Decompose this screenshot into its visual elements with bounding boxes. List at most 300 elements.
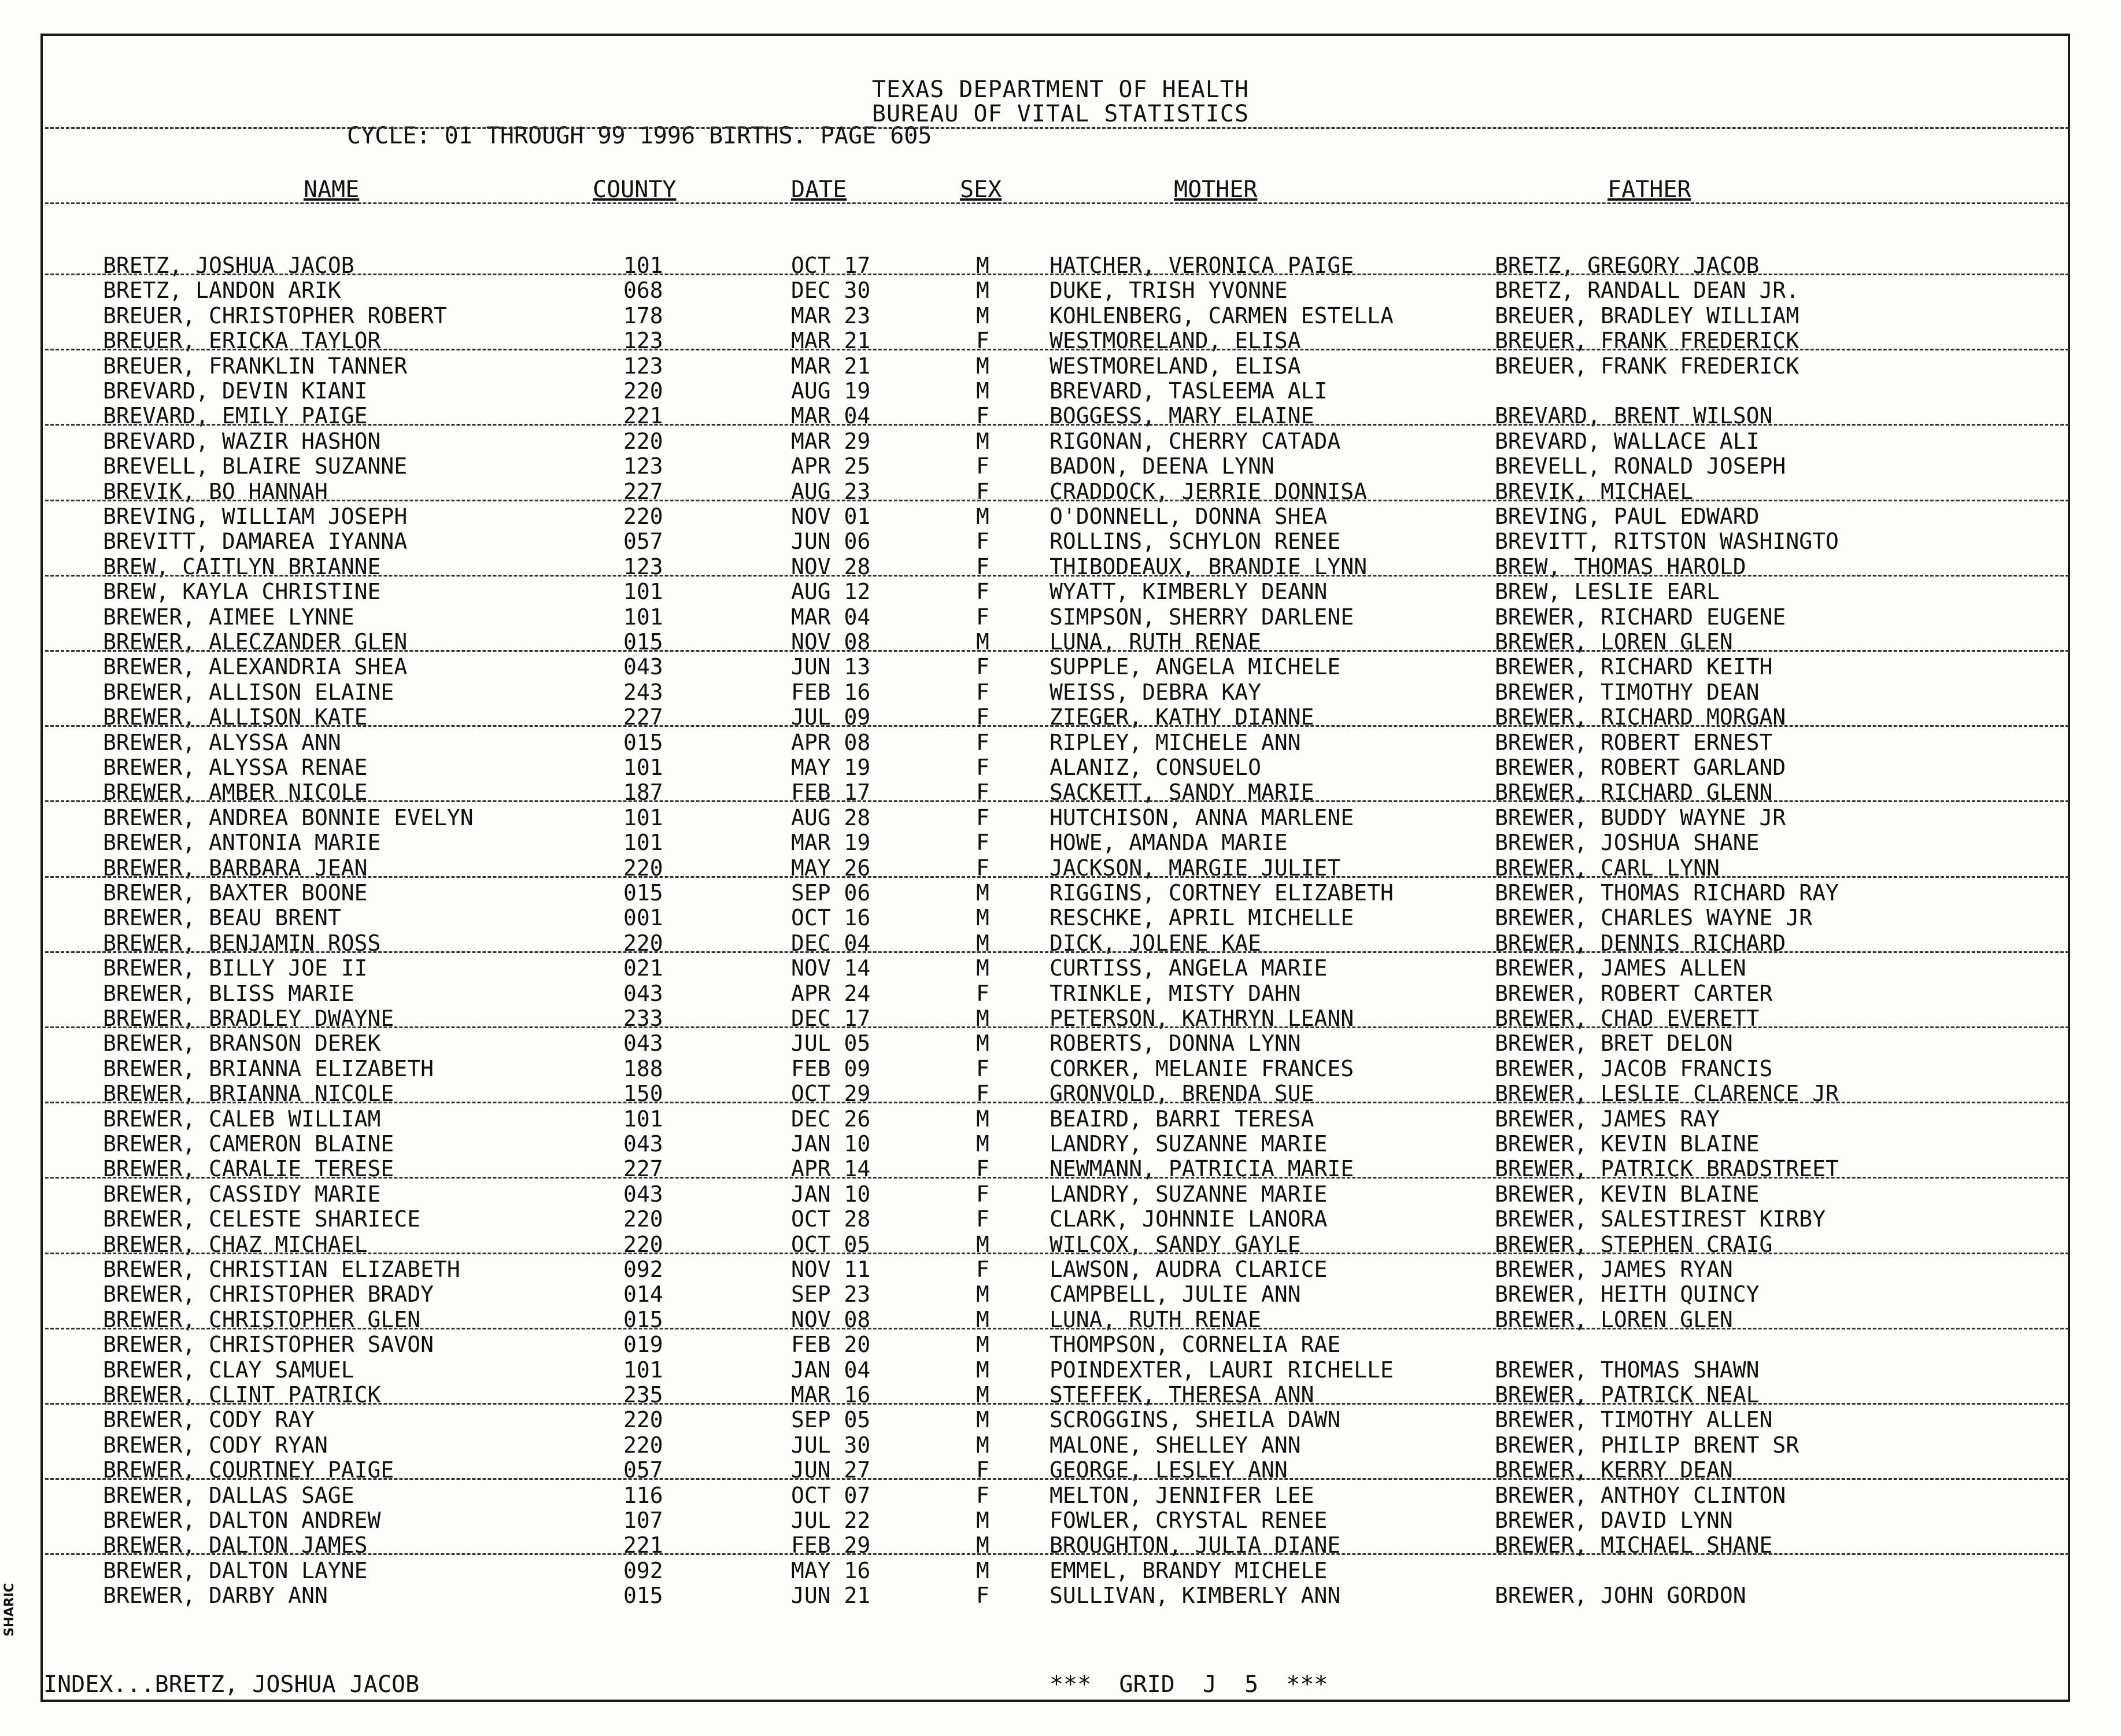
record-date: AUG 28 [791,805,871,830]
record-sex: F [976,1206,989,1232]
bureau-title: BUREAU OF VITAL STATISTICS [871,101,1250,127]
record-mother: WESTMORELAND, ELISA [1050,353,1301,379]
record-name: BREWER, ALYSSA RENAE [103,755,368,780]
record-county: 178 [623,303,663,328]
record-date: AUG 23 [791,479,871,504]
record-date: JAN 10 [791,1181,871,1207]
record-father: BREWER, BUDDY WAYNE JR [1495,805,1786,830]
record-sex: M [976,930,989,956]
record-mother: SACKETT, SANDY MARIE [1050,780,1314,805]
record-father: BREW, LESLIE EARL [1495,579,1720,604]
record-county: 107 [623,1508,663,1533]
record-father: BREWER, THOMAS RICHARD RAY [1495,880,1839,906]
table-row [0,955,2121,981]
record-name: BREWER, BARBARA JEAN [103,855,368,881]
record-sex: M [976,378,989,404]
row-separator [45,1478,2069,1480]
table-row [0,1030,2121,1056]
record-sex: F [976,755,989,780]
record-date: FEB 17 [791,780,871,805]
record-father: BREWER, MICHAEL SHANE [1495,1532,1773,1558]
record-mother: STEFFEK, THERESA ANN [1050,1382,1314,1408]
record-mother: ROLLINS, SCHYLON RENEE [1050,529,1341,554]
record-father: BREWER, CHAD EVERETT [1495,1006,1760,1031]
table-row [0,1056,2121,1081]
table-row [0,1257,2121,1282]
record-county: 021 [623,955,663,981]
record-mother: LAWSON, AUDRA CLARICE [1050,1257,1328,1282]
record-sex: F [976,1457,989,1483]
record-name: BREWER, ALEXANDRIA SHEA [103,654,408,679]
record-date: MAR 21 [791,353,871,379]
record-father: BREWER, LESLIE CLARENCE JR [1495,1081,1839,1106]
record-sex: F [976,981,989,1006]
record-mother: LANDRY, SUZANNE MARIE [1050,1131,1328,1157]
record-sex: M [976,629,989,655]
record-sex: M [976,429,989,454]
record-mother: ZIEGER, KATHY DIANNE [1050,704,1314,730]
table-row [0,278,2121,303]
table-row [0,303,2121,328]
table-row [0,1357,2121,1383]
table-row [0,529,2121,554]
row-separator [45,500,2069,501]
record-father: BRETZ, RANDALL DEAN JR. [1495,278,1799,303]
record-mother: LUNA, RUTH RENAE [1050,1307,1262,1332]
record-name: BREWER, ALLISON ELAINE [103,679,394,705]
record-sex: F [976,704,989,730]
record-date: NOV 01 [791,504,871,529]
record-name: BREWER, ALYSSA ANN [103,730,341,755]
record-sex: F [976,830,989,855]
column-header-date: DATE [791,176,847,203]
record-name: BREWER, BEAU BRENT [103,905,341,930]
record-county: 057 [623,529,663,554]
record-date: MAY 19 [791,755,871,780]
column-header-county: COUNTY [593,176,677,203]
record-date: MAR 04 [791,604,871,630]
record-mother: CRADDOCK, JERRIE DONNISA [1050,479,1368,504]
record-mother: DICK, JOLENE KAE [1050,930,1262,956]
record-date: MAR 21 [791,328,871,353]
record-mother: SULLIVAN, KIMBERLY ANN [1050,1583,1341,1608]
record-name: BREWER, BRADLEY DWAYNE [103,1006,394,1031]
record-date: JAN 04 [791,1357,871,1383]
record-name: BREWER, CHRISTIAN ELIZABETH [103,1257,460,1282]
record-father: BREWER, ROBERT ERNEST [1495,730,1773,755]
row-separator [45,274,2069,275]
row-separator [45,575,2069,577]
record-father: BREWER, RICHARD MORGAN [1495,704,1786,730]
record-sex: F [976,579,989,604]
record-county: 243 [623,679,663,705]
record-name: BREWER, AIMEE LYNNE [103,604,354,630]
record-father: BREWER, ROBERT CARTER [1495,981,1773,1006]
record-father: BREWER, PHILIP BRENT SR [1495,1432,1799,1458]
record-county: 043 [623,1030,663,1056]
table-row [0,1181,2121,1207]
table-row [0,1106,2121,1132]
record-father: BREWER, DENNIS RICHARD [1495,930,1786,956]
cycle-line: CYCLE: 01 THROUGH 99 1996 BIRTHS. PAGE 605 [347,123,932,149]
record-sex: F [976,730,989,755]
record-name: BREWER, CARALIE TERESE [103,1156,394,1181]
record-date: JUL 30 [791,1432,871,1458]
record-sex: M [976,880,989,906]
record-sex: F [976,1156,989,1181]
record-sex: M [976,1281,989,1307]
record-date: MAR 29 [791,429,871,454]
table-row [0,504,2121,529]
table-row [0,453,2121,479]
record-county: 227 [623,479,663,504]
record-father: BREVELL, RONALD JOSEPH [1495,453,1786,479]
record-county: 220 [623,1407,663,1432]
record-sex: M [976,504,989,529]
record-date: AUG 12 [791,579,871,604]
record-father: BREWER, KEVIN BLAINE [1495,1131,1760,1157]
record-sex: M [976,1532,989,1558]
record-mother: FOWLER, CRYSTAL RENEE [1050,1508,1328,1533]
record-date: DEC 17 [791,1006,871,1031]
record-name: BREWER, DALTON ANDREW [103,1508,381,1533]
record-father: BREUER, BRADLEY WILLIAM [1495,303,1799,328]
record-date: JUN 27 [791,1457,871,1483]
row-separator [45,1253,2069,1254]
record-name: BREWER, DARBY ANN [103,1583,328,1608]
record-date: FEB 29 [791,1532,871,1558]
record-county: 015 [623,1307,663,1332]
index-footer: INDEX...BRETZ, JOSHUA JACOB [43,1671,420,1698]
record-date: JAN 10 [791,1131,871,1157]
record-date: JUN 06 [791,529,871,554]
record-sex: M [976,1232,989,1257]
record-name: BREWER, CHAZ MICHAEL [103,1232,368,1257]
record-name: BREWER, BRANSON DEREK [103,1030,381,1056]
record-sex: F [976,479,989,504]
table-row [0,1281,2121,1307]
record-mother: BOGGESS, MARY ELAINE [1050,403,1314,429]
record-county: 043 [623,981,663,1006]
record-name: BREWER, BLISS MARIE [103,981,354,1006]
record-name: BREWER, CALEB WILLIAM [103,1106,381,1132]
record-father: BREVARD, BRENT WILSON [1495,403,1773,429]
record-county: 220 [623,1206,663,1232]
table-row [0,755,2121,780]
department-title: TEXAS DEPARTMENT OF HEALTH [871,76,1250,103]
row-separator [45,876,2069,878]
row-separator [45,800,2069,802]
record-date: SEP 05 [791,1407,871,1432]
record-father: BREWER, DAVID LYNN [1495,1508,1733,1533]
record-mother: DUKE, TRISH YVONNE [1050,278,1288,303]
record-father: BREWER, LOREN GLEN [1495,1307,1733,1332]
record-date: JUN 21 [791,1583,871,1608]
table-row [0,1483,2121,1508]
record-county: 220 [623,378,663,404]
record-mother: RIGGINS, CORTNEY ELIZABETH [1050,880,1394,906]
record-county: 220 [623,855,663,881]
record-mother: GEORGE, LESLEY ANN [1050,1457,1288,1483]
record-sex: F [976,1056,989,1081]
record-date: SEP 23 [791,1281,871,1307]
record-name: BREWER, DALTON JAMES [103,1532,368,1558]
record-mother: WILCOX, SANDY GAYLE [1050,1232,1301,1257]
record-name: BREUER, ERICKA TAYLOR [103,328,381,353]
record-mother: O'DONNELL, DONNA SHEA [1050,504,1328,529]
record-date: NOV 28 [791,554,871,579]
record-name: BREWER, BRIANNA NICOLE [103,1081,394,1106]
record-mother: THOMPSON, CORNELIA RAE [1050,1332,1341,1357]
table-row [0,1583,2121,1608]
record-father: BREWER, ANTHOY CLINTON [1495,1483,1786,1508]
record-date: FEB 16 [791,679,871,705]
record-date: NOV 14 [791,955,871,981]
record-father: BREWER, KEVIN BLAINE [1495,1181,1760,1207]
record-sex: F [976,805,989,830]
record-sex: M [976,1508,989,1533]
column-header-name: NAME [304,176,360,203]
record-name: BREWER, COURTNEY PAIGE [103,1457,394,1483]
row-separator [45,1102,2069,1103]
record-sex: M [976,353,989,379]
record-father: BREWER, ROBERT GARLAND [1495,755,1786,780]
record-date: OCT 28 [791,1206,871,1232]
record-mother: CURTISS, ANGELA MARIE [1050,955,1328,981]
record-father: BREWER, JOHN GORDON [1495,1583,1746,1608]
record-sex: M [976,1382,989,1408]
record-county: 220 [623,429,663,454]
record-sex: M [976,1357,989,1383]
row-separator [45,1026,2069,1028]
record-name: BREVING, WILLIAM JOSEPH [103,504,408,529]
record-date: DEC 04 [791,930,871,956]
record-county: 015 [623,880,663,906]
record-mother: GRONVOLD, BRENDA SUE [1050,1081,1314,1106]
record-name: BREWER, BENJAMIN ROSS [103,930,381,956]
header-rule [45,127,2069,129]
record-name: BREVELL, BLAIRE SUZANNE [103,453,408,479]
record-sex: M [976,1407,989,1432]
record-date: DEC 30 [791,278,871,303]
record-mother: WYATT, KIMBERLY DEANN [1050,579,1328,604]
record-sex: F [976,604,989,630]
record-county: 101 [623,1357,663,1383]
record-sex: M [976,1332,989,1357]
record-name: BREWER, CELESTE SHARIECE [103,1206,421,1232]
record-mother: HOWE, AMANDA MARIE [1050,830,1288,855]
record-county: 220 [623,504,663,529]
column-header-father: FATHER [1608,176,1691,203]
record-name: BREWER, ANTONIA MARIE [103,830,381,855]
record-mother: RESCHKE, APRIL MICHELLE [1050,905,1354,930]
record-father: BREWER, STEPHEN CRAIG [1495,1232,1773,1257]
record-sex: F [976,679,989,705]
record-mother: HUTCHISON, ANNA MARLENE [1050,805,1354,830]
record-mother: SCROGGINS, SHEILA DAWN [1050,1407,1341,1432]
record-county: 015 [623,629,663,655]
record-county: 043 [623,1131,663,1157]
record-county: 150 [623,1081,663,1106]
record-date: JUN 13 [791,654,871,679]
row-separator [45,725,2069,727]
record-county: 220 [623,1232,663,1257]
row-separator [45,1177,2069,1179]
record-county: 015 [623,730,663,755]
record-county: 123 [623,328,663,353]
record-mother: MELTON, JENNIFER LEE [1050,1483,1314,1508]
record-name: BREUER, CHRISTOPHER ROBERT [103,303,447,328]
record-county: 220 [623,930,663,956]
record-mother: HATCHER, VERONICA PAIGE [1050,253,1354,278]
record-father: BREVARD, WALLACE ALI [1495,429,1760,454]
record-date: APR 24 [791,981,871,1006]
record-father: BREWER, JOSHUA SHANE [1495,830,1760,855]
record-county: 235 [623,1382,663,1408]
record-sex: M [976,1106,989,1132]
record-sex: M [976,1432,989,1458]
record-father: BREWER, JAMES ALLEN [1495,955,1746,981]
record-date: OCT 05 [791,1232,871,1257]
record-county: 116 [623,1483,663,1508]
record-name: BREWER, CHRISTOPHER GLEN [103,1307,421,1332]
record-sex: M [976,303,989,328]
table-row [0,880,2121,906]
record-father: BREWER, SALESTIREST KIRBY [1495,1206,1826,1232]
record-county: 092 [623,1257,663,1282]
table-row [0,1508,2121,1533]
record-date: OCT 07 [791,1483,871,1508]
record-mother: MALONE, SHELLEY ANN [1050,1432,1301,1458]
record-mother: LUNA, RUTH RENAE [1050,629,1262,655]
record-county: 227 [623,1156,663,1181]
record-name: BREVARD, EMILY PAIGE [103,403,368,429]
record-mother: RIGONAN, CHERRY CATADA [1050,429,1341,454]
record-name: BREVARD, WAZIR HASHON [103,429,381,454]
record-mother: LANDRY, SUZANNE MARIE [1050,1181,1328,1207]
record-county: 101 [623,755,663,780]
record-county: 227 [623,704,663,730]
record-county: 101 [623,604,663,630]
record-sex: F [976,1483,989,1508]
row-separator [45,1328,2069,1329]
record-father: BREWER, RICHARD KEITH [1495,654,1773,679]
record-name: BREWER, CHRISTOPHER BRADY [103,1281,434,1307]
record-date: MAR 19 [791,830,871,855]
record-county: 187 [623,780,663,805]
row-separator [45,349,2069,350]
record-name: BREWER, CODY RAY [103,1407,315,1432]
record-father: BRETZ, GREGORY JACOB [1495,253,1760,278]
record-name: BREVIK, BO HANNAH [103,479,328,504]
record-date: NOV 11 [791,1257,871,1282]
table-row [0,654,2121,679]
record-mother: EMMEL, BRANDY MICHELE [1050,1558,1328,1583]
record-sex: F [976,1583,989,1608]
record-father: BREWER, HEITH QUINCY [1495,1281,1760,1307]
column-header-sex: SEX [960,176,1002,203]
record-county: 014 [623,1281,663,1307]
table-row [0,429,2121,454]
record-name: BREWER, CODY RYAN [103,1432,328,1458]
record-date: NOV 08 [791,629,871,655]
record-county: 068 [623,278,663,303]
record-date: JUL 09 [791,704,871,730]
record-father: BREWER, TIMOTHY DEAN [1495,679,1760,705]
record-name: BREUER, FRANKLIN TANNER [103,353,408,379]
record-name: BRETZ, LANDON ARIK [103,278,341,303]
record-date: MAR 23 [791,303,871,328]
record-name: BREW, KAYLA CHRISTINE [103,579,381,604]
record-father: BREWER, TIMOTHY ALLEN [1495,1407,1773,1432]
table-row [0,353,2121,379]
record-name: BRETZ, JOSHUA JACOB [103,253,354,278]
record-date: APR 08 [791,730,871,755]
record-mother: RIPLEY, MICHELE ANN [1050,730,1301,755]
record-county: 043 [623,1181,663,1207]
record-county: 233 [623,1006,663,1031]
record-sex: F [976,1081,989,1106]
record-county: 019 [623,1332,663,1357]
row-separator [45,1553,2069,1555]
row-separator [45,650,2069,652]
record-county: 001 [623,905,663,930]
record-county: 123 [623,353,663,379]
record-county: 057 [623,1457,663,1483]
record-name: BREVARD, DEVIN KIANI [103,378,368,404]
record-sex: M [976,1307,989,1332]
table-row [0,579,2121,604]
record-mother: BEAIRD, BARRI TERESA [1050,1106,1314,1132]
record-father: BREWER, CHARLES WAYNE JR [1495,905,1813,930]
record-mother: TRINKLE, MISTY DAHN [1050,981,1301,1006]
record-name: BREWER, CHRISTOPHER SAVON [103,1332,434,1357]
record-father: BREWER, LOREN GLEN [1495,629,1733,655]
record-date: FEB 09 [791,1056,871,1081]
record-county: 092 [623,1558,663,1583]
table-row [0,805,2121,830]
record-mother: BREVARD, TASLEEMA ALI [1050,378,1328,404]
record-father: BREWER, RICHARD EUGENE [1495,604,1786,630]
table-row [0,1206,2121,1232]
record-father: BREWER, BRET DELON [1495,1030,1733,1056]
side-tag: SHARIC [2,1583,17,1637]
record-county: 101 [623,253,663,278]
record-father: BREWER, KERRY DEAN [1495,1457,1733,1483]
record-name: BREWER, DALTON LAYNE [103,1558,368,1583]
record-mother: WEISS, DEBRA KAY [1050,679,1262,705]
record-mother: BROUGHTON, JULIA DIANE [1050,1532,1341,1558]
record-mother: THIBODEAUX, BRANDIE LYNN [1050,554,1368,579]
record-sex: F [976,529,989,554]
record-date: APR 25 [791,453,871,479]
record-mother: KOHLENBERG, CARMEN ESTELLA [1050,303,1394,328]
record-name: BREWER, DALLAS SAGE [103,1483,354,1508]
record-sex: F [976,654,989,679]
record-county: 220 [623,1432,663,1458]
record-sex: F [976,403,989,429]
record-sex: M [976,1131,989,1157]
table-row [0,1407,2121,1432]
row-separator [45,1403,2069,1405]
table-row [0,1558,2121,1583]
record-date: AUG 19 [791,378,871,404]
record-county: 123 [623,554,663,579]
record-county: 188 [623,1056,663,1081]
record-county: 101 [623,830,663,855]
record-date: JUL 05 [791,1030,871,1056]
record-name: BREWER, BAXTER BOONE [103,880,368,906]
